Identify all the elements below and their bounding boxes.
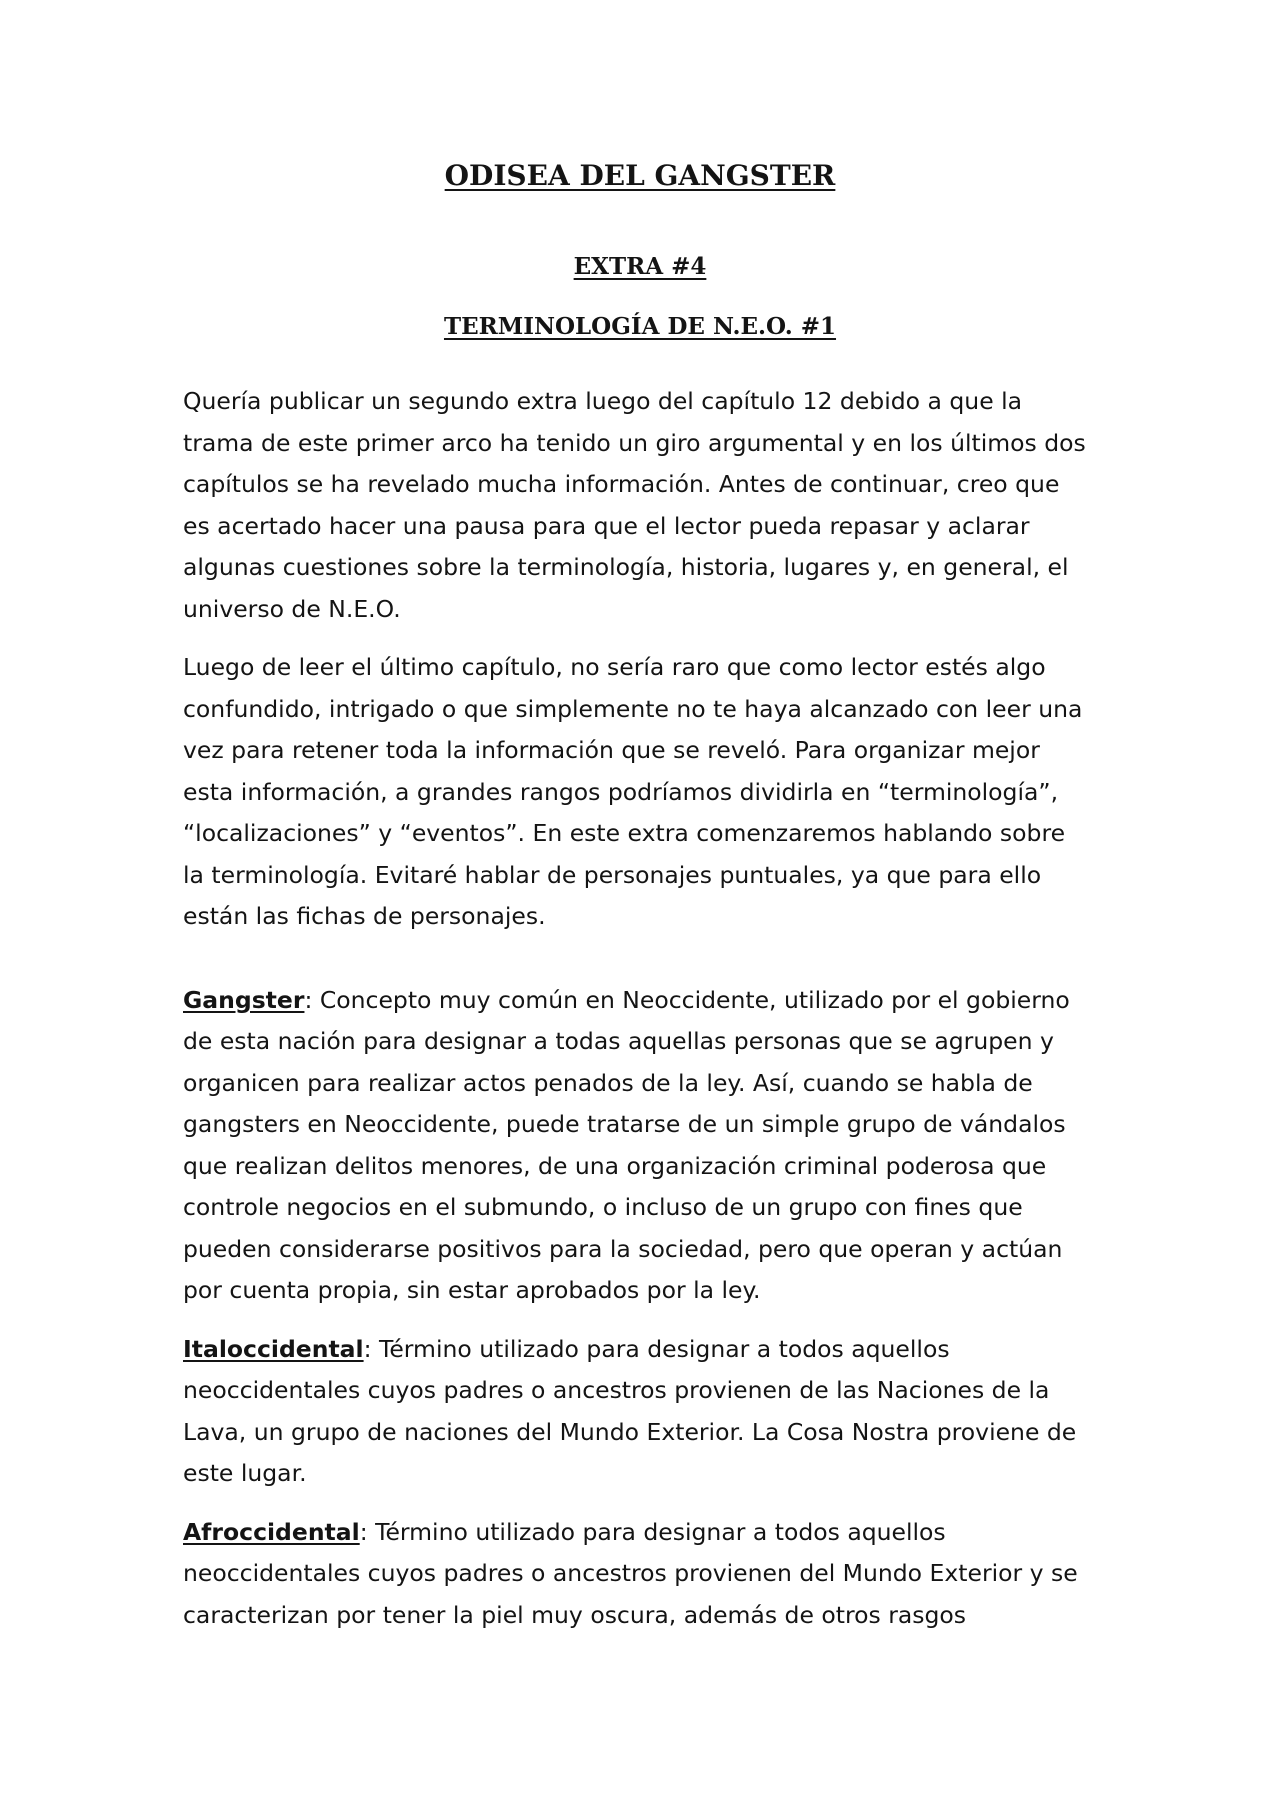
term-definition-start: : Concepto muy común en Neoccidente, utilizado por el gobierno <box>304 985 1070 1014</box>
text-line: confundido, intrigado o que simplemente no te haya alcanzado con leer una <box>183 694 1083 723</box>
document-body <box>183 381 1098 1653</box>
text-line: trama de este primer arco ha tenido un giro argumental y en los últimos dos <box>183 428 1086 457</box>
text-line: Lava, un grupo de naciones del Mundo Exterior. La Cosa Nostra proviene de <box>183 1417 1077 1446</box>
text-line: que realizan delitos menores, de una organización criminal poderosa que <box>183 1151 1047 1180</box>
extra-label: EXTRA #4 <box>573 253 707 280</box>
text-line: “localizaciones” y “eventos”. En este extra comenzaremos hablando sobre <box>183 819 1066 847</box>
document-title: ODISEA DEL GANGSTER <box>444 159 836 192</box>
text-line: controle negocios en el submundo, o incluso de un grupo con fines que <box>183 1193 1023 1221</box>
text-line: la terminología. Evitaré hablar de personajes puntuales, ya que para ello <box>183 860 1042 889</box>
text-line: Luego de leer el último capítulo, no sería raro que como lector estés algo <box>183 653 1046 681</box>
text-line: neoccidentales cuyos padres o ancestros provienen de las Naciones de la <box>183 1376 1050 1404</box>
term-definition-afroccidental <box>183 1512 1098 1637</box>
text-line: pueden considerarse positivos para la sociedad, pero que operan y actúan <box>183 1234 1063 1263</box>
text-line: organicen para realizar actos penados de la ley. Así, cuando se habla de <box>183 1068 1033 1097</box>
term-name: Italoccidental <box>183 1334 364 1363</box>
term-definition-gangster <box>183 980 1098 1312</box>
text-line <box>183 1512 1098 1554</box>
text-line: Quería publicar un segundo extra luego del capítulo 12 debido a que la <box>183 387 1023 415</box>
text-line <box>183 980 1098 1022</box>
text-line: esta información, a grandes rangos podríamos dividirla en “terminología”, <box>183 777 1059 806</box>
text-line: es acertado hacer una pausa para que el lector pueda repasar y aclarar <box>183 511 1030 540</box>
term-name: Gangster <box>183 985 305 1014</box>
text-line: caracterizan por tener la piel muy oscura, además de otros rasgos <box>183 1600 967 1629</box>
text-line: neoccidentales cuyos padres o ancestros provienen del Mundo Exterior y se <box>183 1559 1078 1587</box>
text-line: gangsters en Neoccidente, puede tratarse de un simple grupo de vándalos <box>183 1110 1066 1138</box>
text-line <box>183 1329 1098 1371</box>
term-name: Afroccidental <box>183 1517 360 1546</box>
text-line: de esta nación para designar a todas aquellas personas que se agrupen y <box>183 1027 1054 1055</box>
intro-paragraph <box>183 381 1098 630</box>
term-definition-start: : Término utilizado para designar a todos aquellos <box>363 1334 950 1363</box>
text-line: están las fichas de personajes. <box>183 902 546 930</box>
text-line: por cuenta propia, sin estar aprobados por la ley. <box>183 1276 761 1304</box>
section-title: TERMINOLOGÍA DE N.E.O. #1 <box>443 313 837 340</box>
intro-paragraph <box>183 647 1098 938</box>
text-line: capítulos se ha revelado mucha información. Antes de continuar, creo que <box>183 470 1060 498</box>
term-definition-italoccidental <box>183 1329 1098 1495</box>
text-line: universo de N.E.O. <box>183 594 401 623</box>
text-line: vez para retener toda la información que se reveló. Para organizar mejor <box>183 736 1040 764</box>
text-line: este lugar. <box>183 1459 307 1487</box>
term-definition-start: : Término utilizado para designar a todos aquellos <box>359 1517 946 1546</box>
text-line: algunas cuestiones sobre la terminología, historia, lugares y, en general, el <box>183 553 1069 581</box>
